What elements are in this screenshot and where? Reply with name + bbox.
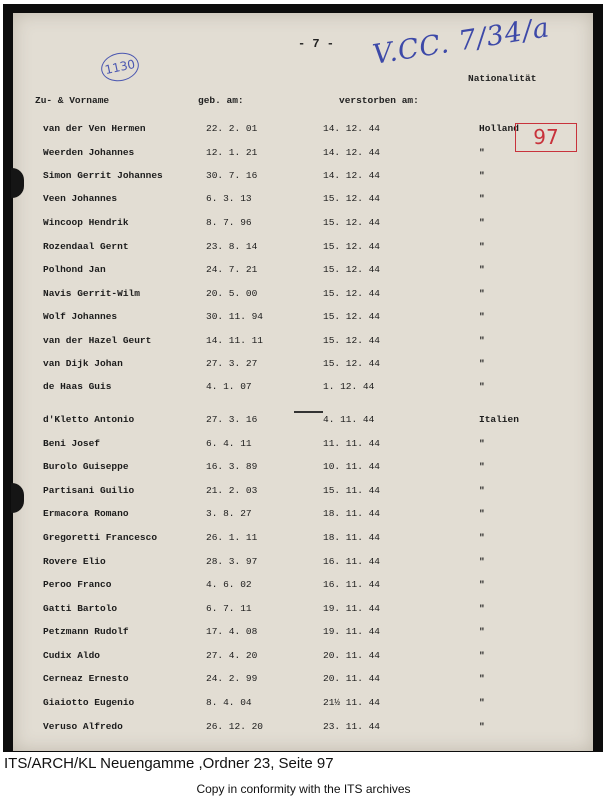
page-number: - 7 -: [298, 37, 335, 51]
table-row: [13, 508, 593, 524]
birth-date: 16. 3. 89: [206, 461, 258, 472]
death-date: 16. 11. 44: [323, 579, 381, 590]
nationality: Holland: [479, 123, 519, 134]
table-row: [13, 603, 593, 619]
table-row: [13, 556, 593, 572]
birth-date: 14. 11. 11: [206, 335, 264, 346]
person-name: Gregoretti Francesco: [43, 532, 158, 543]
person-name: Giaiotto Eugenio: [43, 697, 135, 708]
person-name: Wincoop Hendrik: [43, 217, 129, 228]
birth-date: 30. 11. 94: [206, 311, 264, 322]
birth-date: 6. 4. 11: [206, 438, 252, 449]
birth-date: 20. 5. 00: [206, 288, 258, 299]
table-row: [13, 579, 593, 595]
death-date: 15. 11. 44: [323, 485, 381, 496]
person-name: d'Kletto Antonio: [43, 414, 135, 425]
table-row: [13, 311, 593, 327]
nationality: ": [479, 508, 485, 519]
person-name: Weerden Johannes: [43, 147, 135, 158]
copy-note: Copy in conformity with the ITS archives: [196, 782, 411, 796]
birth-date: 24. 2. 99: [206, 673, 258, 684]
page-stamp: 97: [515, 123, 577, 152]
nationality: ": [479, 650, 485, 661]
table-row: [13, 673, 593, 689]
person-name: van Dijk Johan: [43, 358, 123, 369]
death-date: 10. 11. 44: [323, 461, 381, 472]
death-date: 14. 12. 44: [323, 123, 381, 134]
death-date: 20. 11. 44: [323, 673, 381, 684]
person-name: Partisani Guilio: [43, 485, 135, 496]
folio-circle: 1130: [99, 49, 142, 84]
nationality: ": [479, 461, 485, 472]
birth-date: 27. 3. 27: [206, 358, 258, 369]
person-name: Gatti Bartolo: [43, 603, 118, 614]
birth-date: 26. 1. 11: [206, 532, 258, 543]
nationality: ": [479, 311, 485, 322]
birth-date: 8. 7. 96: [206, 217, 252, 228]
person-name: Petzmann Rudolf: [43, 626, 129, 637]
birth-date: 30. 7. 16: [206, 170, 258, 181]
table-row: [13, 485, 593, 501]
birth-date: 22. 2. 01: [206, 123, 258, 134]
birth-date: 23. 8. 14: [206, 241, 258, 252]
birth-date: 6. 3. 13: [206, 193, 252, 204]
death-date: 15. 12. 44: [323, 335, 381, 346]
table-row: [13, 381, 593, 397]
nationality: ": [479, 217, 485, 228]
table-row: [13, 721, 593, 737]
header-born: geb. am:: [198, 95, 244, 106]
nationality: ": [479, 170, 485, 181]
death-date: 15. 12. 44: [323, 358, 381, 369]
header-name: Zu- & Vorname: [35, 95, 110, 106]
person-name: Rovere Elio: [43, 556, 106, 567]
person-name: Polhond Jan: [43, 264, 106, 275]
death-date: 16. 11. 44: [323, 556, 381, 567]
death-date: 20. 11. 44: [323, 650, 381, 661]
person-name: Wolf Johannes: [43, 311, 118, 322]
nationality: ": [479, 579, 485, 590]
nationality: ": [479, 532, 485, 543]
table-row: [13, 147, 593, 163]
person-name: Peroo Franco: [43, 579, 112, 590]
table-row: [13, 170, 593, 186]
death-date: 14. 12. 44: [323, 170, 381, 181]
death-date: 15. 12. 44: [323, 241, 381, 252]
death-date: 18. 11. 44: [323, 532, 381, 543]
death-date: 15. 12. 44: [323, 311, 381, 322]
nationality: ": [479, 626, 485, 637]
person-name: de Haas Guis: [43, 381, 112, 392]
birth-date: 24. 7. 21: [206, 264, 258, 275]
nationality: ": [479, 603, 485, 614]
birth-date: 8. 4. 04: [206, 697, 252, 708]
death-date: 1. 12. 44: [323, 381, 375, 392]
table-row: [13, 264, 593, 280]
birth-date: 27. 4. 20: [206, 650, 258, 661]
death-date: 19. 11. 44: [323, 626, 381, 637]
death-date: 15. 12. 44: [323, 264, 381, 275]
table-row: [13, 335, 593, 351]
document-page: [13, 13, 593, 751]
birth-date: 28. 3. 97: [206, 556, 258, 567]
handwritten-reference: V.CC. 7/34/a: [370, 12, 553, 71]
table-row: [13, 461, 593, 477]
person-name: Rozendaal Gernt: [43, 241, 129, 252]
table-row: [13, 626, 593, 642]
person-name: Simon Gerrit Johannes: [43, 170, 163, 181]
person-name: Beni Josef: [43, 438, 101, 449]
table-row: [13, 123, 593, 139]
death-date: 23. 11. 44: [323, 721, 381, 732]
nationality: ": [479, 697, 485, 708]
person-name: Burolo Guiseppe: [43, 461, 129, 472]
birth-date: 3. 8. 27: [206, 508, 252, 519]
death-date: 11. 11. 44: [323, 438, 381, 449]
source-caption: ITS/ARCH/KL Neuengamme ,Ordner 23, Seite 97: [4, 755, 334, 772]
nationality: ": [479, 381, 485, 392]
table-row: [13, 650, 593, 666]
nationality: ": [479, 241, 485, 252]
nationality: Italien: [479, 414, 519, 425]
person-name: Ermacora Romano: [43, 508, 129, 519]
scan-frame: [3, 4, 603, 752]
nationality: ": [479, 288, 485, 299]
header-died: verstorben am:: [339, 95, 419, 106]
birth-date: 27. 3. 16: [206, 414, 258, 425]
nationality: ": [479, 556, 485, 567]
death-date: 15. 12. 44: [323, 217, 381, 228]
table-row: [13, 414, 593, 430]
person-name: van der Hazel Geurt: [43, 335, 152, 346]
birth-date: 6. 7. 11: [206, 603, 252, 614]
nationality: ": [479, 673, 485, 684]
person-name: Navis Gerrit-Wilm: [43, 288, 140, 299]
death-date: 14. 12. 44: [323, 147, 381, 158]
person-name: Cerneaz Ernesto: [43, 673, 129, 684]
death-date: 4. 11. 44: [323, 414, 375, 425]
death-date: 19. 11. 44: [323, 603, 381, 614]
death-date: 15. 12. 44: [323, 193, 381, 204]
death-date: 18. 11. 44: [323, 508, 381, 519]
table-row: [13, 438, 593, 454]
table-row: [13, 193, 593, 209]
person-name: Veen Johannes: [43, 193, 118, 204]
nationality: ": [479, 264, 485, 275]
birth-date: 4. 6. 02: [206, 579, 252, 590]
death-date: 21½ 11. 44: [323, 697, 381, 708]
person-name: van der Ven Hermen: [43, 123, 146, 134]
nationality: ": [479, 485, 485, 496]
death-date: 15. 12. 44: [323, 288, 381, 299]
table-row: [13, 217, 593, 233]
table-row: [13, 697, 593, 713]
group-divider: [294, 411, 323, 413]
birth-date: 12. 1. 21: [206, 147, 258, 158]
nationality: ": [479, 721, 485, 732]
person-name: Cudix Aldo: [43, 650, 101, 661]
birth-date: 21. 2. 03: [206, 485, 258, 496]
nationality: ": [479, 193, 485, 204]
nationality: ": [479, 358, 485, 369]
birth-date: 17. 4. 08: [206, 626, 258, 637]
nationality: ": [479, 147, 485, 158]
table-row: [13, 532, 593, 548]
table-row: [13, 241, 593, 257]
person-name: Veruso Alfredo: [43, 721, 123, 732]
nationality: ": [479, 438, 485, 449]
birth-date: 26. 12. 20: [206, 721, 264, 732]
table-row: [13, 358, 593, 374]
nationality: ": [479, 335, 485, 346]
table-row: [13, 288, 593, 304]
header-nationality: Nationalität: [468, 73, 537, 84]
birth-date: 4. 1. 07: [206, 381, 252, 392]
